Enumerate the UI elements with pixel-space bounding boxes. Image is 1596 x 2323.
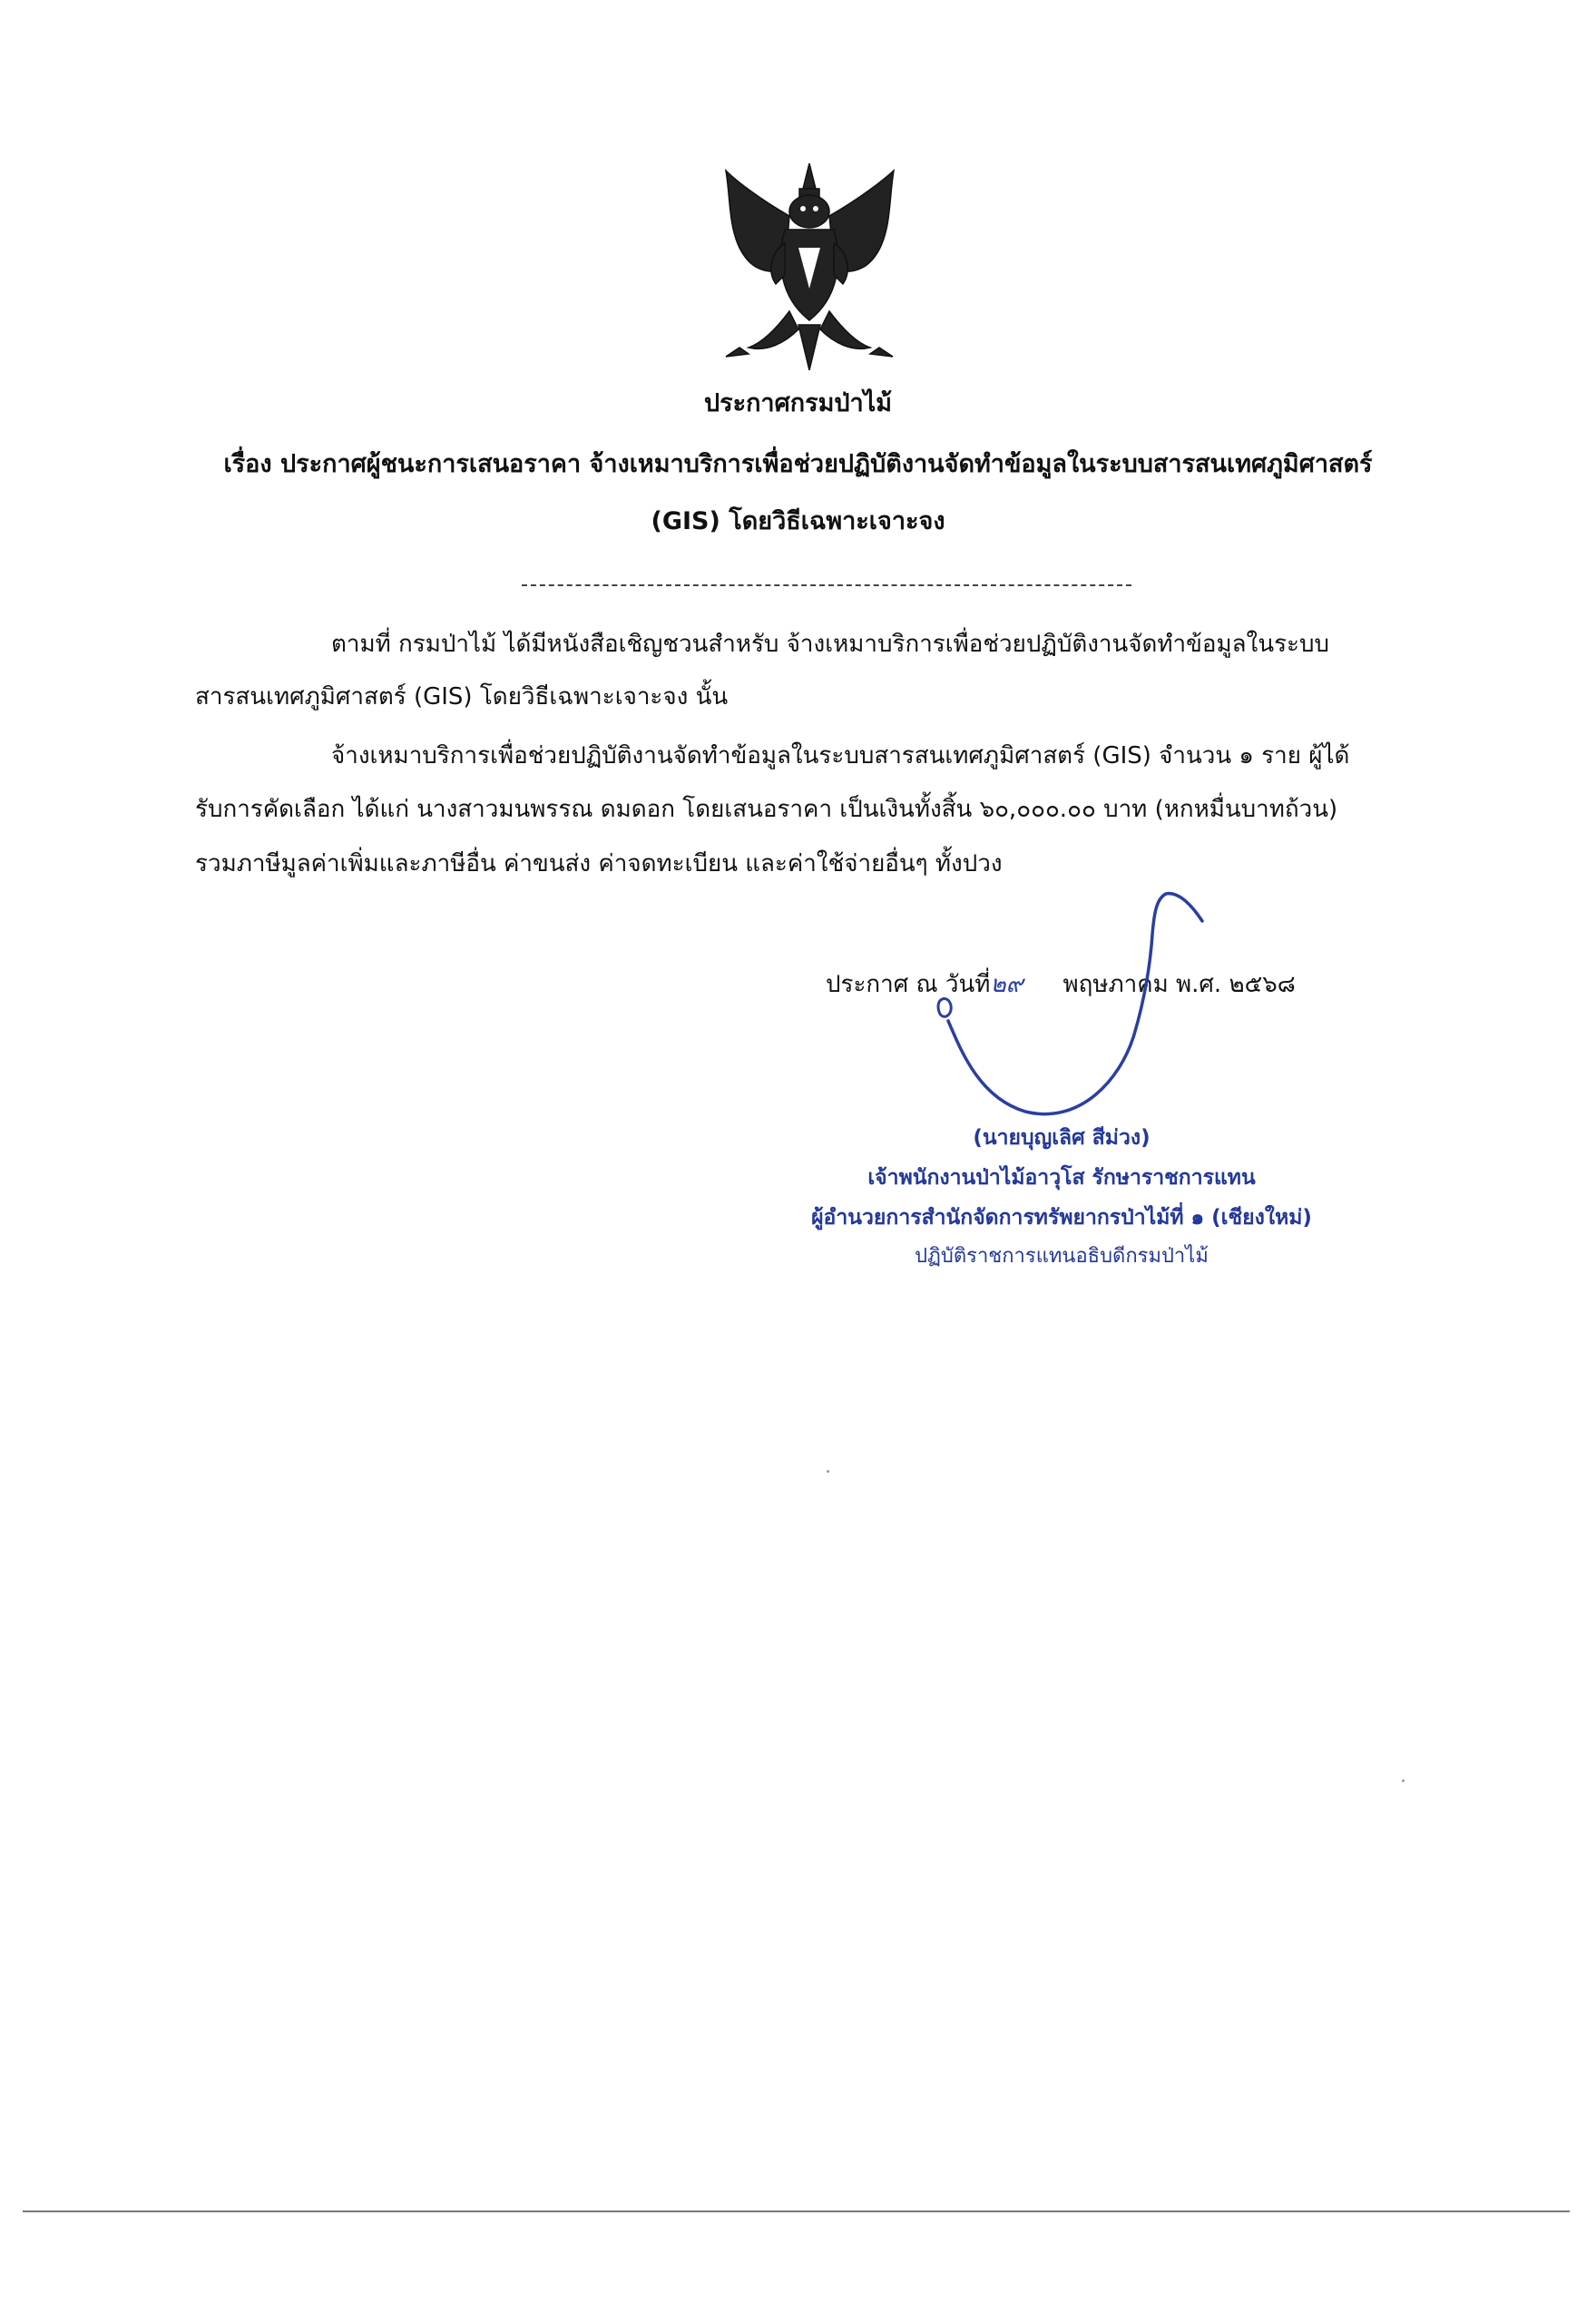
bottom-scan-edge (23, 2210, 1570, 2212)
subject-line-2: (GIS) โดยวิธีเฉพาะเจาะจง (651, 507, 945, 535)
signatory-position-1: เจ้าพนักงานป่าไม้อาวุโส รักษาราชการแทน (867, 1166, 1256, 1190)
paragraph-2-line-1: จ้างเหมาบริการเพื่อช่วยปฏิบัติงานจัดทำข้อมูลในระบบสารสนเทศภูมิศาสตร์ (GIS) จำนวน ๑ ราย ผู้ได้ (331, 742, 1350, 769)
paragraph-2-line-3: รวมภาษีมูลค่าเพิ่มและภาษีอื่น ค่าขนส่ง ค่าจดทะเบียน และค่าใช้จ่ายอื่นๆ ทั้งปวง (195, 850, 1003, 877)
dashed-divider (522, 584, 1131, 586)
subject-line-1: เรื่อง ประกาศผู้ชนะการเสนอราคา จ้างเหมาบริการเพื่อช่วยปฏิบัติงานจัดทำข้อมูลในระบบสารสนเทศภูมิศาสตร์ (223, 450, 1373, 478)
date-day: ๒๙ (990, 971, 1023, 998)
announcement-title: ประกาศกรมป่าไม้ (703, 389, 893, 417)
signatory-name: (นายบุญเลิศ สีม่วง) (973, 1126, 1150, 1150)
scan-speck (827, 1470, 829, 1473)
signatory-position-3: ปฏิบัติราชการแทนอธิบดีกรมป่าไม้ (915, 1245, 1209, 1268)
announcement-date (826, 966, 1296, 1003)
signatory-position-2: ผู้อำนวยการสำนักจัดการทรัพยากรป่าไม้ที่ ๑ (เชียงใหม่) (811, 1206, 1312, 1230)
date-prefix: ประกาศ ณ วันที่ (826, 971, 991, 998)
paragraph-1-line-2: สารสนเทศภูมิศาสตร์ (GIS) โดยวิธีเฉพาะเจาะจง นั้น (195, 683, 729, 711)
paragraph-1-line-1: ตามที่ กรมป่าไม้ ได้มีหนังสือเชิญชวนสำหรับ จ้างเหมาบริการเพื่อช่วยปฏิบัติงานจัดทำข้อมูลในระบบ (331, 631, 1330, 658)
paragraph-2-line-2: รับการคัดเลือก ได้แก่ นางสาวมนพรรณ ดมดอก โดยเสนอราคา เป็นเงินทั้งสิ้น ๖๐,๐๐๐.๐๐ บาท (หกหมื่นบาทถ้วน) (195, 796, 1338, 823)
garuda-emblem-icon (721, 162, 898, 375)
date-suffix: พฤษภาคม พ.ศ. ๒๕๖๘ (1062, 971, 1296, 998)
scan-speck (1402, 1779, 1405, 1782)
